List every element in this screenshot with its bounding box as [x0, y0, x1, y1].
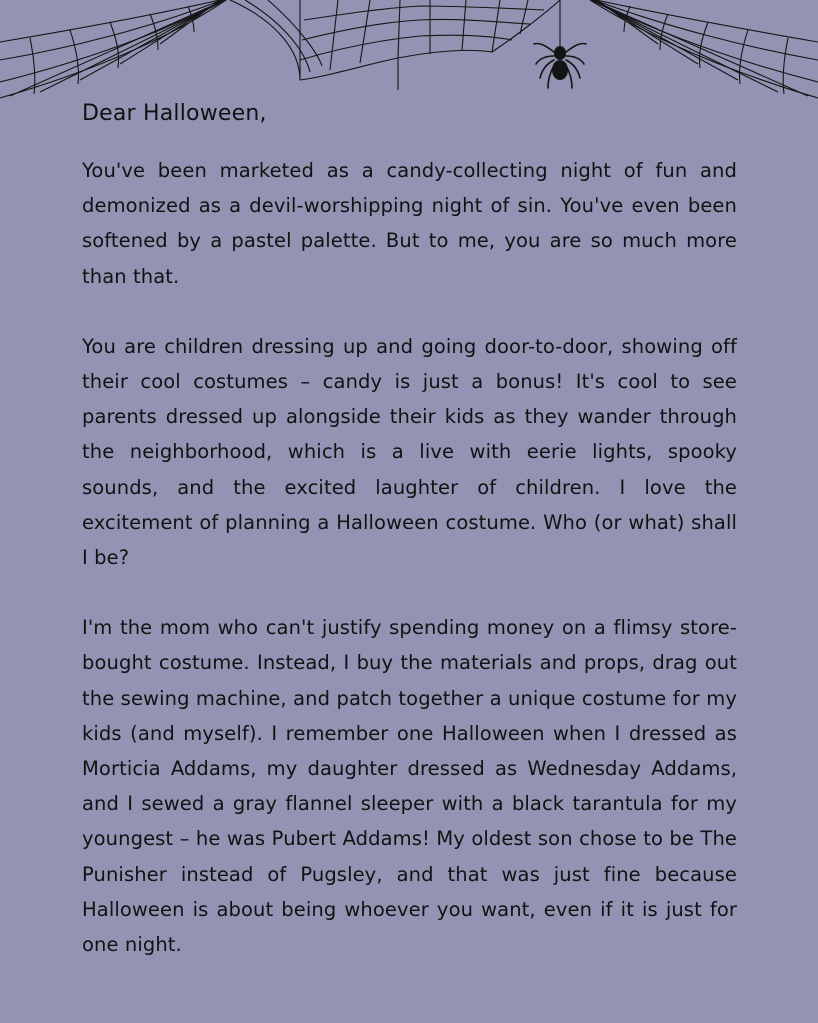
spider-icon [534, 43, 586, 88]
cobweb-header [0, 0, 818, 100]
letter-body [82, 96, 737, 997]
spider-web-center-icon [230, 0, 560, 90]
letter-paragraph-2: You are children dressing up and going door-to-door, showing off their cool costumes – candy is just a bonus! It's cool to see parents dressed up alongside their kids as they wander through the neighborhood, which is a live with eerie lights, spooky sounds, and the excited laughter of children. I love the excitement of planning a Halloween costume. Who (or what) shall I be? [82, 334, 737, 570]
letter-paragraph-1: You've been marketed as a candy-collecting night of fun and demonized as a devil-worshipping night of sin. You've even been softened by a pastel palette. But to me, you are so much more than that. [82, 159, 737, 288]
spider-web-right-icon [590, 0, 818, 98]
spider-web-left-icon [0, 0, 226, 98]
letter-salutation: Dear Halloween, [82, 101, 267, 126]
letter-paragraph-3: I'm the mom who can't justify spending money on a flimsy store-bought costume. Instead, I buy the materials and props, drag out the sewing machine, and patch together a unique costume for my kids (and myself). I remember one Halloween when I dressed as Morticia Addams, my daughter dressed as Wednesday Addams, and I sewed a gray flannel sleeper with a black tarantula for my youngest – he was Pubert Addams! My oldest son chose to be The Punisher instead of Pugsley, and that was just fine because Halloween is about being whoever you want, even if it is just for one night. [82, 616, 737, 957]
